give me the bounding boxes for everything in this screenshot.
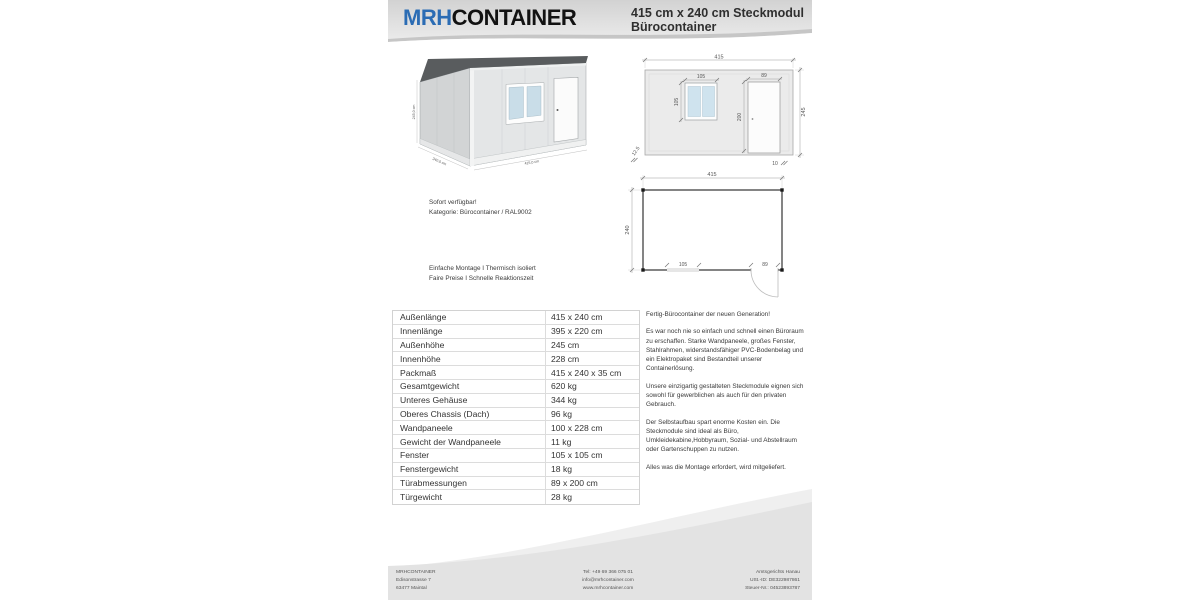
plan-door-opening	[751, 268, 778, 272]
category-line: Kategorie: Bürocontainer / RAL9002	[429, 208, 532, 216]
footer-vat-id: USt.-ID: DE322987861	[749, 577, 800, 583]
spec-value: 100 x 228 cm	[545, 421, 639, 434]
dim-3d-height: 245,0 cm	[412, 104, 416, 120]
spec-value: 96 kg	[545, 408, 639, 421]
spec-table	[392, 310, 640, 505]
table-row	[393, 352, 639, 366]
table-row	[393, 435, 639, 449]
table-row	[393, 408, 639, 422]
spec-label: Wandpaneele	[400, 422, 453, 433]
header-wave-decoration	[388, 26, 812, 42]
dim-elev-width: 415	[714, 54, 724, 61]
spec-label: Gewicht der Wandpaneele	[400, 436, 501, 447]
spec-label: Packmaß	[400, 367, 437, 378]
spec-value: 395 x 220 cm	[545, 325, 639, 338]
description-paragraph: Fertig-Bürocontainer der neuen Generation!	[646, 311, 770, 318]
elevation-window	[685, 83, 717, 120]
dim-plan-door: 89	[762, 262, 768, 268]
door-swing-arc	[751, 270, 778, 297]
dim-elev-height: 245	[801, 107, 807, 117]
spec-value: 415 x 240 x 35 cm	[545, 366, 639, 379]
spec-label: Außenhöhe	[400, 339, 445, 350]
features-block	[429, 264, 536, 284]
page-title-line2: Bürocontainer	[631, 20, 717, 34]
logo-mrh: MRH	[403, 5, 452, 30]
spec-value: 28 kg	[545, 490, 639, 504]
dim-plan-depth: 240	[625, 225, 631, 235]
spec-label: Türabmessungen	[400, 477, 467, 488]
floorplan-drawing	[622, 168, 808, 300]
description-paragraph: Unsere einzigartig gestalteten Steckmodule eignen sich sowohl für gewerblichen als auch für den privaten Gebrauch.	[646, 382, 804, 409]
dim-door-width: 89	[761, 73, 767, 79]
dim-3d-length: 415,0 cm	[524, 159, 540, 166]
availability-line: Sofort verfügbar!	[429, 199, 477, 206]
spec-label: Fenstergewicht	[400, 464, 459, 475]
footer-street: Edisonstrasse 7	[396, 577, 431, 583]
dim-offset-left: 12.5	[630, 145, 642, 158]
spec-value: 89 x 200 cm	[545, 477, 639, 490]
table-row	[393, 366, 639, 380]
table-row	[393, 339, 639, 353]
header	[388, 0, 812, 42]
table-row	[393, 449, 639, 463]
dim-window-width: 105	[696, 74, 706, 80]
footer-address	[396, 569, 436, 593]
table-row	[393, 325, 639, 339]
logo-container-text: CONTAINER	[451, 5, 577, 30]
spec-value: 11 kg	[545, 435, 639, 448]
table-row	[393, 311, 639, 325]
footer-website: www.mrhcontainer.com	[582, 585, 634, 591]
spec-value: 245 cm	[545, 339, 639, 352]
product-sheet	[388, 0, 812, 600]
spec-value: 105 x 105 cm	[545, 449, 639, 462]
spec-label: Türgewicht	[400, 492, 443, 503]
spec-label: Außenlänge	[400, 312, 447, 323]
table-row	[393, 463, 639, 477]
door-3d	[554, 77, 578, 142]
dim-window-height: 105	[674, 97, 680, 107]
spec-value: 228 cm	[545, 352, 639, 365]
spec-value: 344 kg	[545, 394, 639, 407]
spec-label: Fenster	[400, 450, 430, 461]
spec-label: Oberes Chassis (Dach)	[400, 408, 490, 419]
dim-door-height: 200	[737, 112, 743, 122]
elevation-door	[748, 82, 780, 153]
spec-value: 620 kg	[545, 380, 639, 393]
plan-window-opening	[667, 268, 699, 272]
footer-legal	[660, 569, 800, 593]
features-line1: Einfache Montage I Thermisch isoliert	[429, 265, 536, 272]
description-paragraph: Der Selbstaufbau spart enorme Kosten ein. Die Steckmodule sind ideal als Büro, Umkleidekabine,Hobbyraum, Sozial- und Abstellraum oder Gartenschuppen zu nutzen.	[646, 418, 797, 454]
footer-phone: Tel: +49 69 366 075 01	[583, 570, 633, 575]
spec-label: Unteres Gehäuse	[400, 395, 468, 406]
table-row	[393, 394, 639, 408]
footer-city: 63477 Maintal	[396, 585, 427, 591]
window-3d	[506, 83, 544, 125]
table-row	[393, 421, 639, 435]
elevation-drawing	[628, 52, 808, 167]
dim-offset-right: 10	[772, 161, 778, 167]
description-paragraph: Es war noch nie so einfach und schnell einen Büroraum zu erschaffen. Starke Wandpaneele, großes Fenster, Stahlrahmen, widerstandsfähiger PVC-Bodenbelag und ein Elektropaket sind Bestandteil unserer Containerlösung.	[646, 328, 804, 373]
spec-value: 18 kg	[545, 463, 639, 476]
spec-label: Gesamtgewicht	[400, 381, 460, 392]
page-title-line1: 415 cm x 240 cm Steckmodul	[631, 6, 805, 20]
features-line2: Faire Preise I Schnelle Reaktionszeit	[429, 274, 534, 282]
footer-tax-number: Steuer-Nr.: 04523893787	[745, 585, 800, 591]
spec-label: Innenhöhe	[400, 353, 441, 364]
footer-email: info@mrhcontainer.com	[582, 577, 634, 583]
footer-court: Amtsgerichts Hanau	[755, 570, 800, 575]
footer-company: MRHCONTAINER	[396, 570, 436, 575]
description-block	[646, 310, 806, 480]
dim-plan-length: 415	[707, 172, 717, 178]
dim-plan-window: 105	[678, 262, 688, 268]
spec-value: 415 x 240 cm	[545, 311, 639, 324]
description-paragraph: Alles was die Montage erfordert, wird mitgeliefert.	[646, 463, 786, 471]
availability-block	[429, 198, 532, 218]
spec-label: Innenlänge	[400, 326, 443, 337]
table-row	[393, 380, 639, 394]
container-3d-drawing	[412, 48, 602, 188]
dim-3d-depth: 240,0 cm	[431, 156, 447, 167]
